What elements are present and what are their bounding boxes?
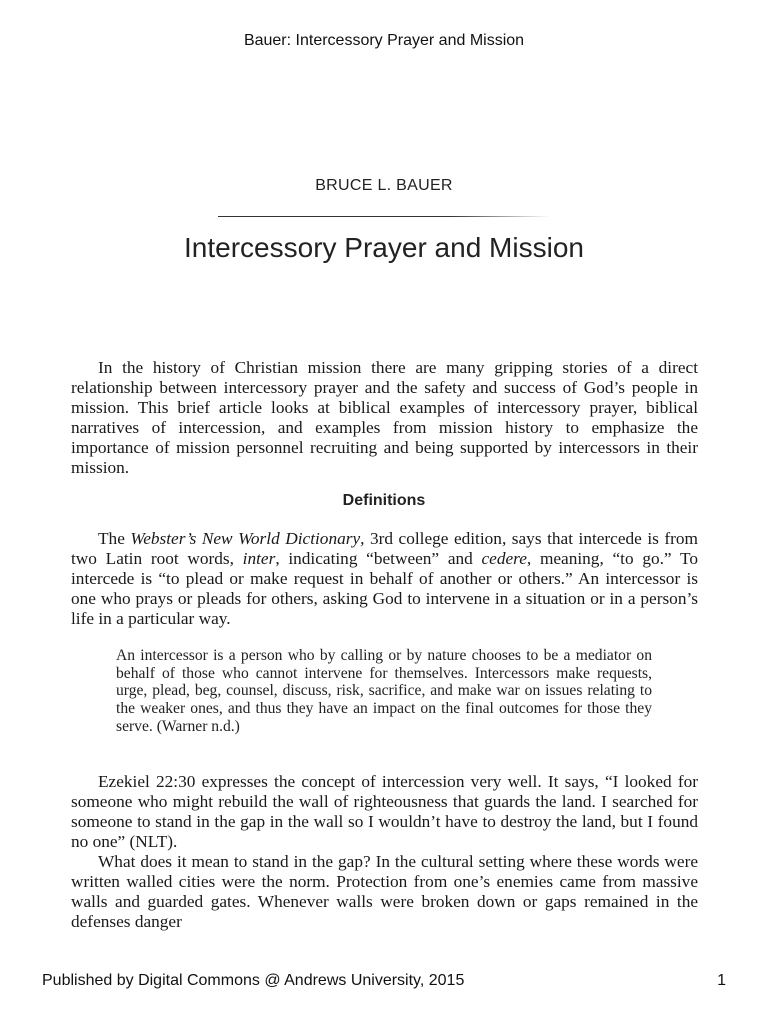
running-head: Bauer: Intercessory Prayer and Mission	[243, 32, 525, 49]
term-cedere: cedere	[481, 548, 527, 568]
section-heading-definitions: Definitions	[342, 492, 426, 509]
term-inter: inter	[242, 548, 276, 568]
definition-text-3: , indicating “between” and	[275, 548, 482, 568]
title-divider	[218, 216, 550, 217]
definition-text-1: The	[98, 529, 131, 548]
page-number: 1	[717, 972, 726, 989]
gap-paragraph: What does it mean to stand in the gap? In the cultural setting where these words were written walled cities were the norm. Protection from one’s enemies came from massive walls and guarded gates. Whenever walls were broken down or gaps remained in the defenses danger	[71, 852, 698, 931]
publisher-footer: Published by Digital Commons @ Andrews University, 2015	[42, 972, 465, 989]
ezekiel-paragraph: Ezekiel 22:30 expresses the concept of intercession very well. It says, “I looked for someone who might rebuild the wall of righteousness that guards the land. I searched for someone to stand in the gap in the wall so I wouldn’t have to destroy the land, but I found no one” (NLT).	[71, 772, 698, 851]
definition-text-2: , 3rd college edition, says that intercede is from two Latin root words,	[71, 529, 699, 568]
definition-paragraph	[71, 529, 698, 629]
definition-text-4: , meaning, “to go.” To intercede is “to plead or make request in behalf of another or others.” An intercessor is one who prays or pleads for others, asking God to intervene in a situation or in a person’s life in a particular way.	[71, 548, 698, 628]
intro-paragraph: In the history of Christian mission there are many gripping stories of a direct relationship between intercessory prayer and the safety and success of God’s people in mission. This brief article looks at biblical examples of intercessory prayer, biblical narratives of intercession, and examples from mission history to emphasize the importance of mission personnel recruiting and being supported by intercessors in their mission.	[71, 358, 698, 477]
article-title: Intercessory Prayer and Mission	[184, 232, 584, 263]
block-quote: An intercessor is a person who by calling or by nature chooses to be a mediator on behalf of those who cannot intervene for themselves. Intercessors make requests, urge, plead, beg, counsel, discuss, risk, sacrifice, and make war on issues relating to the weaker ones, and thus they have an impact on the final outcomes for those they serve. (Warner n.d.)	[116, 647, 652, 735]
author-name: BRUCE L. BAUER	[315, 177, 453, 194]
dictionary-title: Webster’s New World Dictionary	[130, 529, 361, 548]
